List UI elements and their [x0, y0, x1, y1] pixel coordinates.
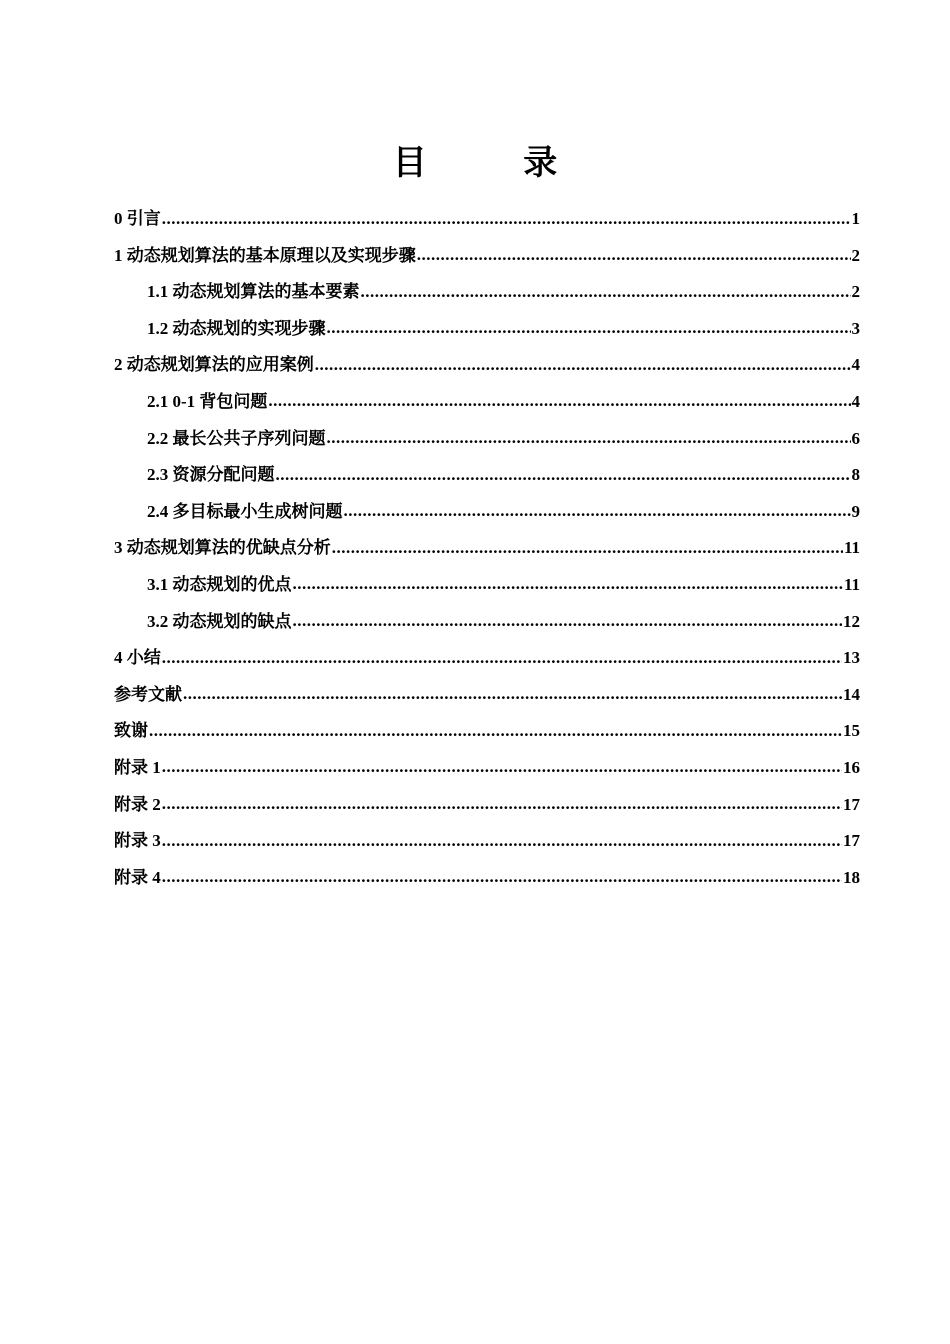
- toc-dot-leader: [327, 420, 851, 457]
- toc-entry-text: 3.2 动态规划的缺点: [147, 611, 292, 631]
- toc-entry-text: 附录 3: [114, 831, 161, 851]
- toc-entry[interactable]: [114, 823, 860, 860]
- toc-page-number: 4: [851, 355, 860, 375]
- toc-dot-leader: [162, 786, 842, 823]
- toc-entry[interactable]: [114, 787, 860, 824]
- toc-entry-text: 0 引言: [114, 209, 161, 228]
- toc-dot-leader: [417, 237, 851, 274]
- toc-entry[interactable]: [114, 640, 860, 677]
- toc-entry-text: 附录 2: [114, 794, 161, 814]
- toc-dot-leader: [276, 457, 851, 494]
- toc-entry-text: 附录 4: [114, 867, 161, 887]
- toc-entry-text: 1 动态规划算法的基本原理以及实现步骤: [114, 245, 416, 265]
- toc-entry-text: 3 动态规划算法的优缺点分析: [114, 538, 331, 558]
- toc-page-number: 9: [851, 501, 860, 521]
- toc-dot-leader: [162, 859, 842, 896]
- toc-list: [114, 201, 860, 896]
- toc-entry-text: 致谢: [114, 721, 148, 741]
- toc-entry-text: 2.3 资源分配问题: [147, 465, 275, 485]
- toc-page-number: 11: [843, 574, 860, 594]
- toc-entry-text: 2.2 最长公共子序列问题: [147, 428, 326, 448]
- toc-dot-leader: [183, 676, 842, 713]
- toc-entry-text: 4 小结: [114, 648, 161, 668]
- toc-page-number: 13: [843, 648, 860, 668]
- toc-page-number: 4: [851, 391, 860, 411]
- toc-page-number: 1: [851, 209, 860, 228]
- toc-entry-text: 2 动态规划算法的应用案例: [114, 355, 314, 375]
- toc-page-number: 2: [851, 245, 860, 265]
- toc-page-number: 12: [843, 611, 860, 631]
- toc-page-number: 11: [843, 538, 860, 558]
- toc-dot-leader: [149, 713, 842, 750]
- toc-entry[interactable]: [114, 201, 860, 238]
- toc-entry[interactable]: [114, 677, 860, 714]
- toc-entry[interactable]: [114, 347, 860, 384]
- toc-entry-text: 1.2 动态规划的实现步骤: [147, 318, 326, 338]
- toc-page-number: 3: [851, 318, 860, 338]
- toc-entry[interactable]: [114, 457, 860, 494]
- toc-page-number: 14: [843, 684, 860, 704]
- toc-page-number: 16: [843, 757, 860, 777]
- toc-entry-text: 附录 1: [114, 757, 161, 777]
- toc-entry-text: 参考文献: [114, 684, 182, 704]
- toc-entry[interactable]: [114, 384, 860, 421]
- toc-entry[interactable]: [114, 567, 860, 604]
- toc-entry[interactable]: [114, 238, 860, 275]
- toc-dot-leader: [162, 640, 842, 677]
- toc-entry[interactable]: [114, 713, 860, 750]
- toc-entry-text: 1.1 动态规划算法的基本要素: [147, 282, 360, 302]
- toc-dot-leader: [293, 603, 843, 640]
- toc-dot-leader: [332, 530, 843, 567]
- toc-page-number: 8: [851, 465, 860, 485]
- toc-entry[interactable]: [114, 530, 860, 567]
- toc-dot-leader: [162, 749, 842, 786]
- toc-page-number: 18: [843, 867, 860, 887]
- toc-page-number: 17: [843, 831, 860, 851]
- toc-page-number: 15: [843, 721, 860, 741]
- toc-entry[interactable]: [114, 421, 860, 458]
- toc-dot-leader: [268, 383, 850, 420]
- toc-title: 目 录: [392, 145, 602, 182]
- toc-entry[interactable]: [114, 750, 860, 787]
- toc-dot-leader: [315, 347, 851, 384]
- toc-page-number: 6: [851, 428, 860, 448]
- toc-entry[interactable]: [114, 274, 860, 311]
- toc-dot-leader: [327, 310, 851, 347]
- toc-page-number: 17: [843, 794, 860, 814]
- toc-entry-text: 2.1 0-1 背包问题: [147, 391, 268, 411]
- toc-entry[interactable]: [114, 494, 860, 531]
- toc-dot-leader: [162, 823, 842, 860]
- toc-entry[interactable]: [114, 311, 860, 348]
- toc-dot-leader: [361, 274, 851, 311]
- toc-page-number: 2: [851, 282, 860, 302]
- toc-entry-text: 3.1 动态规划的优点: [147, 574, 292, 594]
- toc-dot-leader: [162, 201, 851, 238]
- toc-entry[interactable]: [114, 860, 860, 897]
- toc-entry-text: 2.4 多目标最小生成树问题: [147, 501, 343, 521]
- toc-entry[interactable]: [114, 604, 860, 641]
- toc-dot-leader: [293, 566, 843, 603]
- toc-dot-leader: [344, 493, 851, 530]
